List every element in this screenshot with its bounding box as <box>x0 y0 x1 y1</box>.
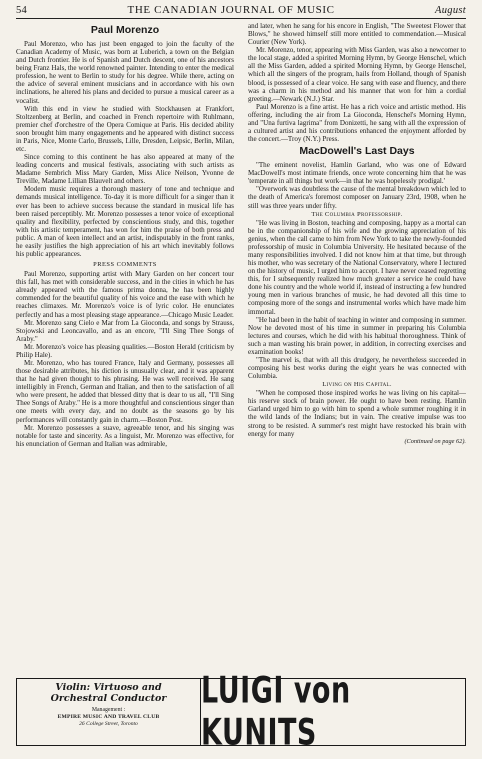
press-paragraph: Mr. Morenzo's voice has pleasing qualities.—Boston Herald (criticism by Philip Hale). <box>16 342 234 359</box>
paragraph: Mr. Morenzo, tenor, appearing with Miss Garden, was also a newcomer to the local stage, added a spirited Morning Hymn, by George Henschel, which all the Miss Garden, added a spirited Morning Hymn, by George Henschel, which all the singers of the program, hails from Holland, though of Spanish blood, is possessed of a clear voice. He sang with ease and fluency, and there was a charm in his method and his manner that won for him a cordial greeting.—Newark (N.J.) Star. <box>248 46 466 103</box>
left-column <box>16 22 234 670</box>
running-head <box>16 4 466 19</box>
paragraph: Since coming to this continent he has also appeared at many of the leading concerts and musical festivals, associating with such artists as Madame Sembrich Miss Mary Garden, Miss Alice Neilson, Yvonne de Treville, Madame Lillian Blauvelt and others. <box>16 153 234 186</box>
paragraph: Paul Morenzo, who has just been engaged to join the faculty of the Canadian Academy of Music, was born at Luberich, a town on the Belgian and Dutch frontier. He is of Spanish and Dutch descent, one of his ancestors being Franz Hals, the world renowned painter. Intending to enter the medical profession, he went to Berlin to study for his degree. While there, acting on the advice of several eminent musicians and in accordance with his own inclinations, he altered his plans and decided to pursue a musical career as a vocalist. <box>16 40 234 105</box>
continued-note: (Continued on page 62). <box>404 437 466 445</box>
ad-artist-name: LUIGI von KUNITS <box>201 670 351 754</box>
journal-title: THE CANADIAN JOURNAL OF MUSIC <box>127 4 335 16</box>
ad-role-line: Orchestral Conductor <box>50 693 167 704</box>
advertisement-details <box>17 679 201 745</box>
ad-management-name: EMPIRE MUSIC AND TRAVEL CLUB <box>57 714 160 720</box>
article-heading-macdowell: MacDowell's Last Days <box>299 145 415 158</box>
right-column <box>248 22 466 670</box>
press-paragraph: Mr. Morenzo sang Cielo e Mar from La Gioconda, and songs by Strauss, Stojowski and Leoncavallo, and as an encore, "I'll Sing Thee Songs of Araby." <box>16 318 234 343</box>
paragraph: "He was living in Boston, teaching and composing, happy as a mortal can be in the companionship of his wife and the growing appreciation of his genius, when the call came to him from New York to take the newly-founded professorship of music in Columbia University. He hesitated because of the many responsibilities involved. I did not know him at that time, but through his mother, who was secretary of the National Conservatory, where I lectured on the history of music, I urged him to accept. I have never ceased regretting this, for I subsequently realized how much greater a service he could have done his country and the whole world if, instead of instructing a few hundred young men in various branches of music, he had devoted all this time to composing more of the songs and instrumental works which have made him immortal. <box>248 218 466 316</box>
press-paragraph: Mr. Morenzo possesses a suave, agreeable tenor, and his singing was notable for taste and sincerity. As a linguist, Mr. Morenzo was effective, for his enunciation of German and Italian was admirable, <box>16 423 234 448</box>
paragraph: Modern music requires a thorough mastery of tone and technique and demands musical intelligence. To-day it is more difficult for a singer than it ever has been to achieve success because the standard in musical life has been raised perceptibly. Mr. Morenzo possesses a tenor voice of exceptional quality and flexibility, perfected by conscientious study, and this, together with his artistic temperament, has won for him the praise of both press and public. A man of keen intellect and an artist, indisputably in the front ranks, he easily justifies the high appreciation of his art which inevitably follows his public appearances. <box>16 185 234 259</box>
paragraph: "He had been in the habit of teaching in winter and composing in summer. Now he devoted most of his time in summer in preparing his Columbia lectures and courses, which he did with his habitual thoroughness. Think of such a man wasting his brain power, in addition, in correcting exercises and examination books! <box>248 315 466 356</box>
paragraph: "The marvel is, that with all this drudgery, he nevertheless succeeded in composing his best works during the eight years he was connected with Columbia. <box>248 355 466 381</box>
section-heading-capital: Living on His Capital. <box>322 381 392 389</box>
advertisement-box <box>16 670 466 754</box>
page-number: 54 <box>16 5 28 16</box>
issue-month: August <box>435 5 466 16</box>
paragraph: Paul Morenzo is a fine artist. He has a rich voice and artistic method. His offering, including the air from La Gioconda, Henschel's Morning Hymn, and "Una furtiva lagrima" from Donizetti, he sang with all the expression of a cultured artist and his contributions enhanced the enjoyment afforded by the concert.—Troy (N.Y.) Press. <box>248 102 466 144</box>
paragraph: "When he composed those inspired works he was living on his capital—his reserve stock of brain power. He ought to have been resting. Hamlin Garland urged him to go with him to spend a whole summer roughing it in the wild lands of the Indians; but in vain. The creative impulse was too strong to be resisted. A summer's rest might have restocked his brain with energy for many <box>248 389 466 438</box>
press-paragraph: Paul Morenzo, supporting artist with Mary Garden on her concert tour this fall, has met with considerable success, and in the cities in which he has already appeared with the famous prima donna, he has been highly commended for the beautiful quality of his voice and the ease with which he reaches climaxes. Mr. Morenzo's voice is of lyric color. He enunciates perfectly and has a most pleasing stage appearance.—Chicago Music Leader. <box>16 270 234 319</box>
paragraph: "The eminent novelist, Hamlin Garland, who was one of Edward MacDowell's most intimate friends, once wrote concerning him that he was 'temperate in all things but work—in that he was hopelessly prodigal.' <box>248 161 466 186</box>
ad-role-line: Violin: Virtuoso and <box>55 682 162 693</box>
advertisement-name-panel <box>201 670 465 754</box>
paragraph: and later, when he sang for his encore in English, "The Sweetest Flower that Blows," he showed himself still more entitled to commendation.—Musical Courier (New York). <box>248 22 466 47</box>
section-heading-columbia: The Columbia Professorship. <box>311 210 403 218</box>
paragraph: With this end in view he studied with Stockhausen at Frankfort, Stoltzenberg at Berlin, and coached in French repertoire with Ruhlmann, premier chef d'orchestre of the Opera Comique at Paris. His decided ability soon brought him many engagements and he appeared with distinct success in Paris, Nice, Monte Carlo, Brussels, Lille, Dresden, Leipsic, Berlin, Milan, etc. <box>16 104 234 154</box>
paragraph: "Overwork was doubtless the cause of the mental breakdown which led to the death of America's foremost composer on January 23rd, 1908, when he still was three years under fifty. <box>248 185 466 210</box>
ad-management-label: Management : <box>91 707 126 713</box>
article-columns <box>16 22 466 670</box>
press-comments-heading: PRESS COMMENTS <box>93 261 157 269</box>
ad-address: 26 College Street, Toronto <box>79 721 138 727</box>
article-heading-morenzo: Paul Morenzo <box>90 24 160 36</box>
press-paragraph: Mr. Morenzo, who has toured France, Italy and Germany, possesses all those desirable attributes, his diction is unusually clear, and it was apparent that he had given thought to his phrasing. He was well received. He sang intelligibly in French, German and Italian, and then to the satisfaction of all who were present, he added that blessed ditty that is dear to us all, "I'll Sing Thee Songs of Araby." He is a more thoughtful and conscientious singer than one meets with every day, and no doubt as the seasons go by his performances will constantly gain in charm.—Boston Post. <box>16 358 234 424</box>
